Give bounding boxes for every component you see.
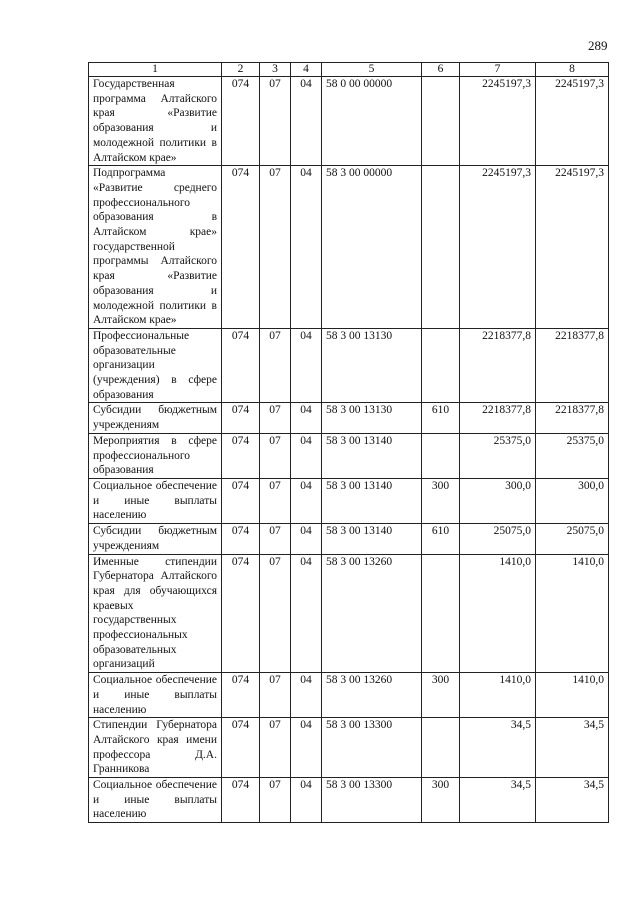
- cell-section: 07: [260, 328, 291, 403]
- table-row: [89, 778, 609, 823]
- cell-target-article: 58 3 00 13300: [322, 778, 422, 823]
- cell-subsection: 04: [291, 478, 322, 523]
- cell-amount-1: 25075,0: [460, 524, 536, 554]
- column-header: 1: [89, 63, 222, 77]
- cell-subsection: 04: [291, 166, 322, 329]
- cell-amount-1: 1410,0: [460, 673, 536, 718]
- cell-amount-2: 2245197,3: [536, 77, 609, 166]
- cell-amount-1: 34,5: [460, 778, 536, 823]
- table-row: [89, 77, 609, 166]
- cell-amount-2: 1410,0: [536, 673, 609, 718]
- cell-ministry: 074: [222, 673, 260, 718]
- row-name: Мероприятия в сфере профессионального образования: [89, 433, 222, 478]
- cell-amount-2: 2218377,8: [536, 403, 609, 433]
- table-row: [89, 524, 609, 554]
- cell-ministry: 074: [222, 524, 260, 554]
- row-name: Государственная программа Алтайского края «Развитие образования и молодежной политики в Алтайском крае»: [89, 77, 222, 166]
- cell-expense-type: [422, 328, 460, 403]
- cell-expense-type: 300: [422, 778, 460, 823]
- cell-amount-2: 300,0: [536, 478, 609, 523]
- cell-subsection: 04: [291, 778, 322, 823]
- table-row: [89, 554, 609, 673]
- cell-ministry: 074: [222, 554, 260, 673]
- cell-subsection: 04: [291, 524, 322, 554]
- cell-amount-1: 34,5: [460, 718, 536, 778]
- row-name: Социальное обеспечение и иные выплаты населению: [89, 478, 222, 523]
- cell-target-article: 58 3 00 13140: [322, 478, 422, 523]
- row-name: Субсидии бюджетным учреждениям: [89, 403, 222, 433]
- cell-expense-type: 300: [422, 478, 460, 523]
- cell-section: 07: [260, 524, 291, 554]
- cell-expense-type: 610: [422, 403, 460, 433]
- budget-table: [88, 62, 609, 823]
- cell-ministry: 074: [222, 328, 260, 403]
- cell-ministry: 074: [222, 478, 260, 523]
- column-header: 3: [260, 63, 291, 77]
- row-name: Субсидии бюджетным учреждениям: [89, 524, 222, 554]
- cell-ministry: 074: [222, 718, 260, 778]
- column-header: 7: [460, 63, 536, 77]
- table-row: [89, 673, 609, 718]
- cell-ministry: 074: [222, 403, 260, 433]
- column-header: 6: [422, 63, 460, 77]
- cell-subsection: 04: [291, 718, 322, 778]
- column-header: 4: [291, 63, 322, 77]
- cell-section: 07: [260, 554, 291, 673]
- cell-section: 07: [260, 718, 291, 778]
- column-header: 2: [222, 63, 260, 77]
- cell-section: 07: [260, 433, 291, 478]
- cell-expense-type: 300: [422, 673, 460, 718]
- cell-ministry: 074: [222, 433, 260, 478]
- row-name: Социальное обеспечение и иные выплаты населению: [89, 673, 222, 718]
- column-header: 5: [322, 63, 422, 77]
- cell-expense-type: [422, 77, 460, 166]
- table-row: [89, 718, 609, 778]
- cell-section: 07: [260, 778, 291, 823]
- cell-target-article: 58 3 00 13300: [322, 718, 422, 778]
- cell-expense-type: 610: [422, 524, 460, 554]
- cell-amount-2: 34,5: [536, 718, 609, 778]
- cell-section: 07: [260, 403, 291, 433]
- cell-target-article: 58 3 00 13260: [322, 673, 422, 718]
- cell-ministry: 074: [222, 778, 260, 823]
- cell-target-article: 58 3 00 13140: [322, 433, 422, 478]
- cell-subsection: 04: [291, 554, 322, 673]
- cell-amount-1: 1410,0: [460, 554, 536, 673]
- cell-amount-1: 2245197,3: [460, 77, 536, 166]
- cell-amount-1: 25375,0: [460, 433, 536, 478]
- cell-amount-2: 1410,0: [536, 554, 609, 673]
- table-row: [89, 328, 609, 403]
- cell-section: 07: [260, 166, 291, 329]
- cell-section: 07: [260, 478, 291, 523]
- cell-subsection: 04: [291, 403, 322, 433]
- cell-expense-type: [422, 554, 460, 673]
- cell-subsection: 04: [291, 433, 322, 478]
- cell-section: 07: [260, 77, 291, 166]
- cell-amount-1: 2218377,8: [460, 328, 536, 403]
- cell-target-article: 58 3 00 13130: [322, 328, 422, 403]
- table-row: [89, 166, 609, 329]
- cell-amount-1: 300,0: [460, 478, 536, 523]
- table-row: [89, 433, 609, 478]
- cell-section: 07: [260, 673, 291, 718]
- cell-amount-1: 2245197,3: [460, 166, 536, 329]
- header-row: [89, 63, 609, 77]
- cell-amount-1: 2218377,8: [460, 403, 536, 433]
- cell-expense-type: [422, 166, 460, 329]
- table-row: [89, 478, 609, 523]
- cell-target-article: 58 3 00 00000: [322, 166, 422, 329]
- cell-target-article: 58 0 00 00000: [322, 77, 422, 166]
- cell-amount-2: 25375,0: [536, 433, 609, 478]
- cell-subsection: 04: [291, 77, 322, 166]
- row-name: Профессиональные образовательные организации (учреждения) в сфере образования: [89, 328, 222, 403]
- cell-expense-type: [422, 433, 460, 478]
- cell-target-article: 58 3 00 13260: [322, 554, 422, 673]
- row-name: Стипендии Губернатора Алтайского края имени профессора Д.А. Гранникова: [89, 718, 222, 778]
- cell-subsection: 04: [291, 673, 322, 718]
- cell-amount-2: 34,5: [536, 778, 609, 823]
- row-name: Подпрограмма «Развитие среднего профессионального образования в Алтайском крае» государственной программы Алтайского края «Развитие образования и молодежной политики в Алтайском крае»: [89, 166, 222, 329]
- column-header: 8: [536, 63, 609, 77]
- cell-amount-2: 2245197,3: [536, 166, 609, 329]
- cell-ministry: 074: [222, 166, 260, 329]
- row-name: Социальное обеспечение и иные выплаты населению: [89, 778, 222, 823]
- cell-target-article: 58 3 00 13140: [322, 524, 422, 554]
- cell-amount-2: 25075,0: [536, 524, 609, 554]
- cell-ministry: 074: [222, 77, 260, 166]
- page-number: 289: [588, 38, 608, 53]
- cell-subsection: 04: [291, 328, 322, 403]
- cell-amount-2: 2218377,8: [536, 328, 609, 403]
- cell-expense-type: [422, 718, 460, 778]
- table-row: [89, 403, 609, 433]
- cell-target-article: 58 3 00 13130: [322, 403, 422, 433]
- row-name: Именные стипендии Губернатора Алтайского края для обучающихся краевых государственных профессиональных образовательных организаций: [89, 554, 222, 673]
